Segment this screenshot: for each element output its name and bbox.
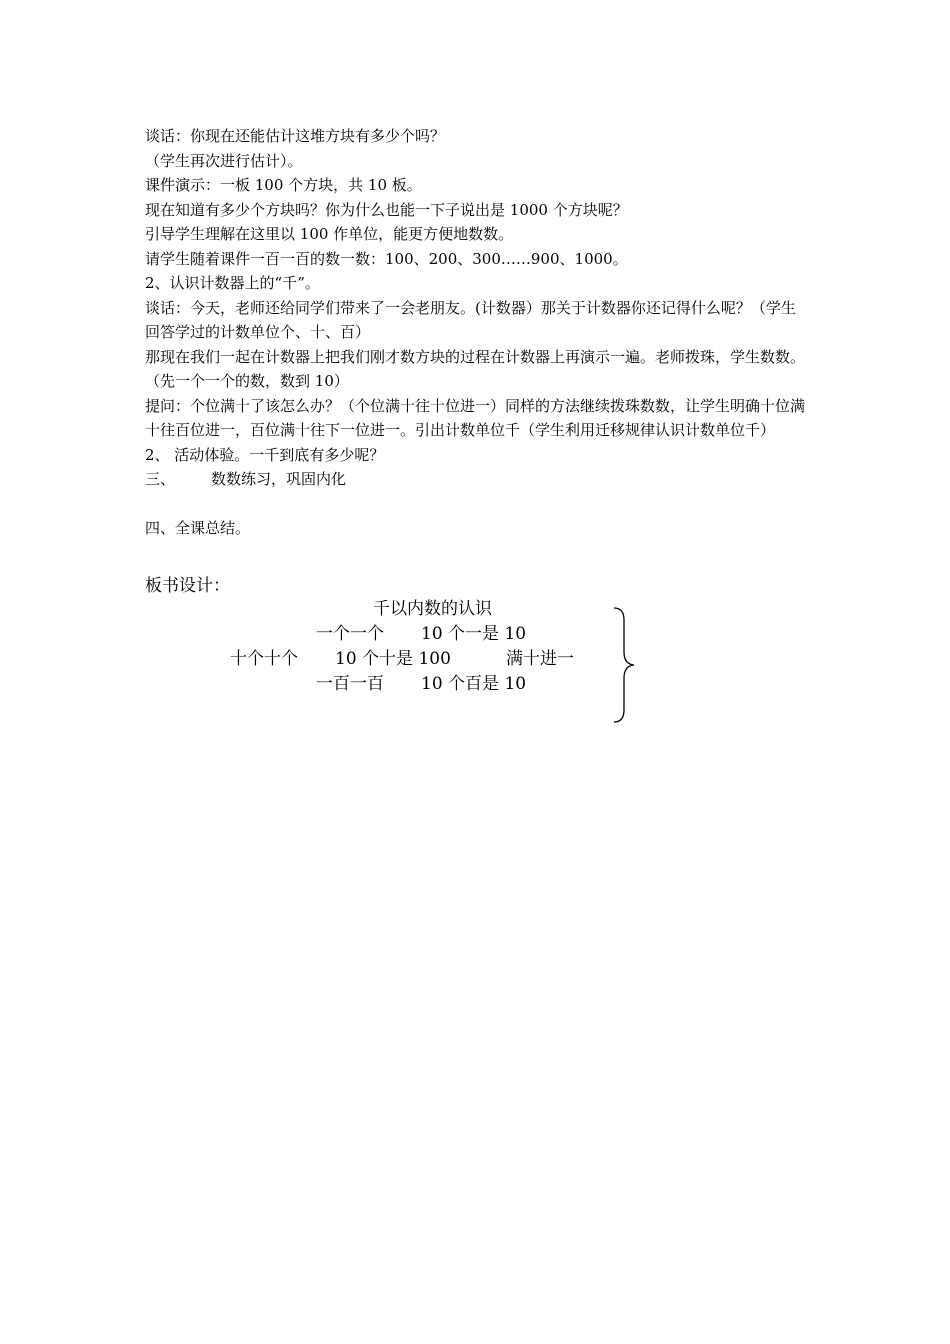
board-row3-right: 10 个百是 10	[421, 674, 527, 694]
board-row2-right: 满十进一	[506, 649, 574, 669]
section-4-heading: 四、全课总结。	[145, 518, 251, 537]
paragraph-5: 引导学生理解在这里以 100 作单位，能更方便地数数。	[145, 225, 514, 243]
board-row1-left: 一个一个	[316, 624, 384, 644]
board-design-heading: 板书设计：	[145, 576, 230, 596]
paragraph-8: 谈话：今天，老师还给同学们带来了一会老朋友。(计数器）那关于计数器你还记得什么呢？（学生回答学过的计数单位个、十、百）	[145, 298, 796, 341]
section-3-number: 三、	[145, 470, 176, 488]
paragraph-1: 谈话：你现在还能估计这堆方块有多少个吗？	[145, 127, 446, 145]
right-brace-icon	[612, 606, 636, 724]
paragraph-2: （学生再次进行估计）。	[145, 151, 303, 170]
paragraph-7: 2、认识计数器上的“千”。	[145, 274, 320, 292]
paragraph-4: 现在知道有多少个方块吗？你为什么也能一下子说出是 1000 个方块呢？	[145, 200, 628, 219]
paragraph-11: 2、 活动体验。一千到底有多少呢？	[145, 445, 385, 464]
board-row2-label: 十个十个	[230, 649, 298, 669]
section-3-text: 数数练习，巩固内化	[211, 470, 347, 488]
board-title: 千以内数的认识	[373, 599, 492, 619]
board-row3-left: 一百一百	[316, 674, 384, 694]
board-row2-middle: 10 个十是 100	[335, 649, 451, 669]
paragraph-6: 请学生随着课件一百一百的数一数：100、200、300……900、1000。	[145, 249, 628, 268]
board-row1-right: 10 个一是 10	[421, 624, 527, 644]
paragraph-10: 提问：个位满十了该怎么办？（个位满十往十位进一）同样的方法继续拨珠数数，让学生明确十位满十往百位进一，百位满十往下一位进一。引出计数单位千（学生利用迁移规律认识计数单位千）	[145, 396, 806, 439]
paragraph-9: 那现在我们一起在计数器上把我们刚才数方块的过程在计数器上再演示一遍。老师拨珠，学生数数。（先一个一个的数，数到 10）	[145, 347, 806, 390]
paragraph-3: 课件演示：一板 100 个方块，共 10 板。	[145, 176, 422, 194]
